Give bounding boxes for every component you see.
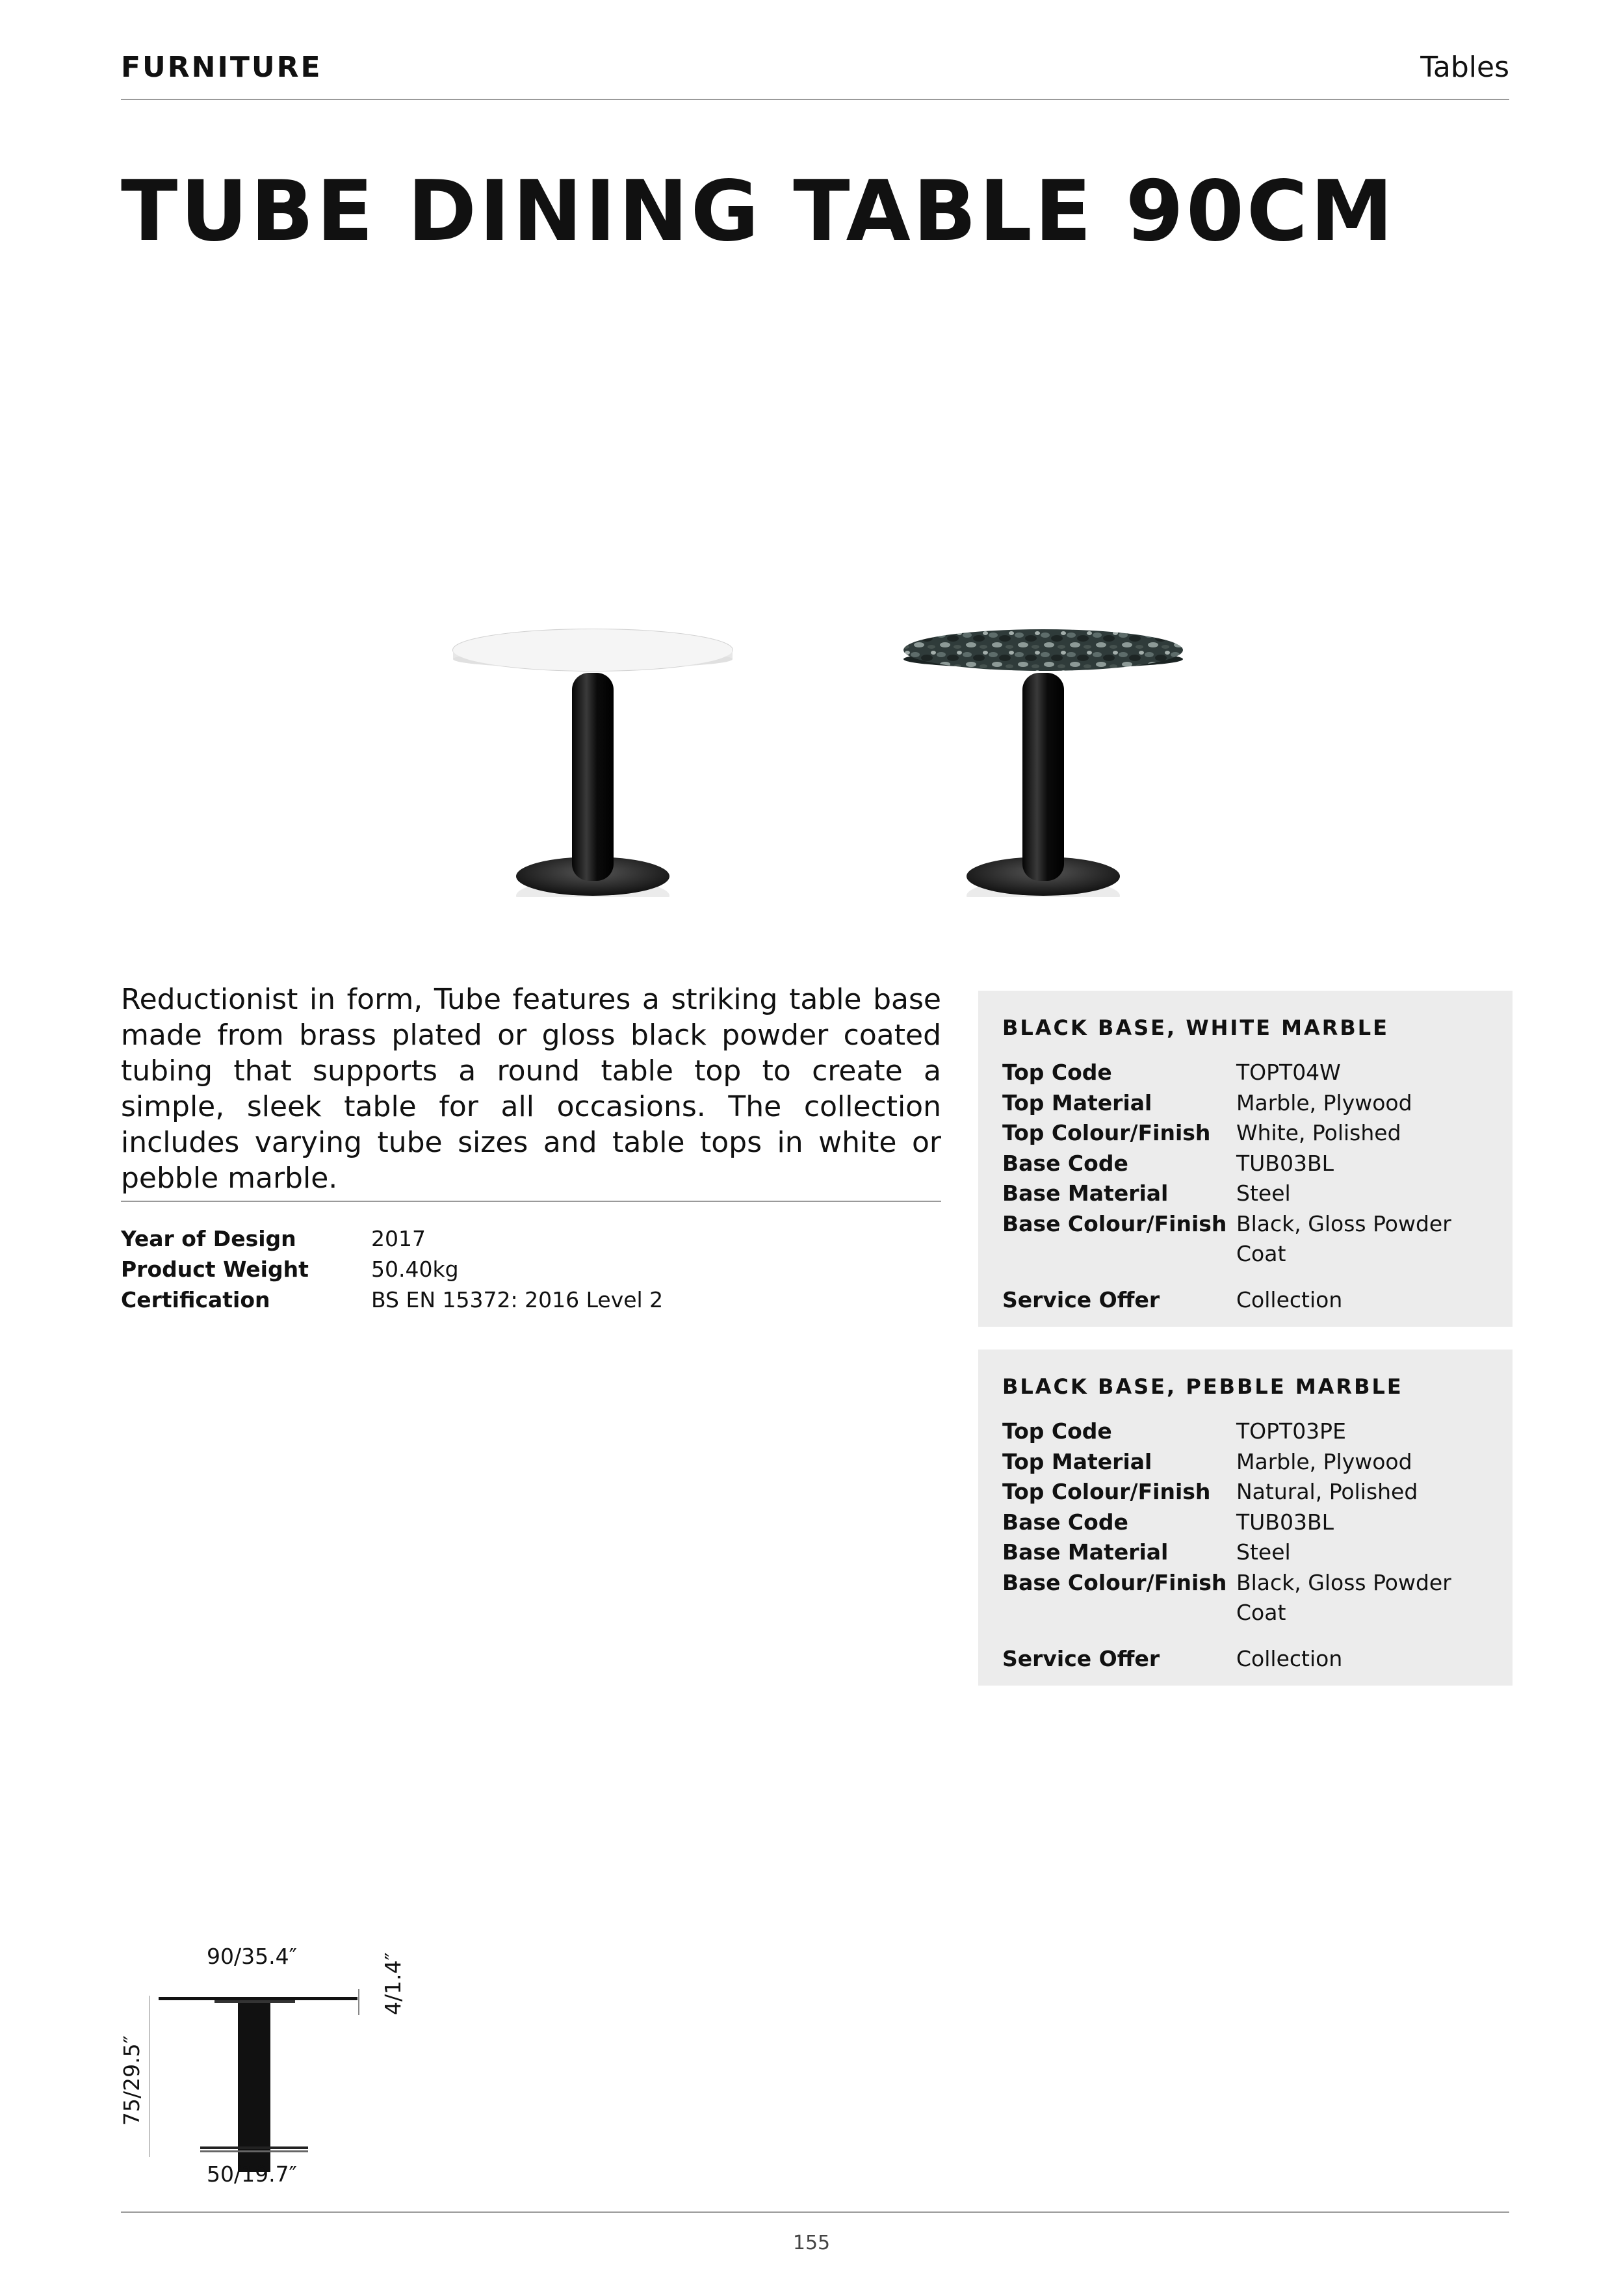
variant-label: Service Offer	[1002, 1645, 1160, 1671]
variant-row	[1002, 1058, 1490, 1088]
pebble-marble-table-photo	[903, 629, 1183, 897]
variant-row	[1002, 1209, 1490, 1270]
variant-value: Collection	[1236, 1645, 1343, 1671]
variant-value: Collection	[1236, 1286, 1343, 1312]
variant-spacer	[1002, 1628, 1490, 1644]
variant-row	[1002, 1447, 1490, 1478]
dimension-base-width: 50/19.7″	[207, 2161, 297, 2187]
variant-value: Marble, Plywood	[1236, 1089, 1412, 1115]
variant-label: Base Material	[1002, 1539, 1169, 1565]
dimension-top-thickness: 4/1.4″	[380, 1952, 406, 2015]
variant-label: Base Colour/Finish	[1002, 1569, 1227, 1595]
dimension-top-width: 90/35.4″	[207, 1944, 297, 1969]
variant-label: Base Colour/Finish	[1002, 1210, 1227, 1236]
variant-row-service	[1002, 1285, 1490, 1316]
spec-label: Certification	[121, 1287, 270, 1312]
variant-value: TOPT03PE	[1236, 1418, 1346, 1444]
product-description: Reductionist in form, Tube features a striking table base made from brass plated or gloss black powder coated tubing that supports a round table top to create a simple, sleek table for all occasions. The collection includes varying tube sizes and table tops in white or pebble marble.	[121, 983, 941, 1195]
product-specs	[121, 1223, 663, 1315]
spec-row-certification	[121, 1285, 663, 1315]
variant-panel-white-marble	[978, 991, 1513, 1327]
variant-value: Natural, Polished	[1236, 1479, 1418, 1504]
variant-value: TUB03BL	[1236, 1509, 1334, 1535]
variant-row	[1002, 1149, 1490, 1179]
spec-value: BS EN 15372: 2016 Level 2	[371, 1287, 664, 1312]
variant-value: Black, Gloss Powder Coat	[1236, 1210, 1451, 1266]
spec-label: Year of Design	[121, 1226, 296, 1251]
variant-row	[1002, 1537, 1490, 1568]
variant-title: BLACK BASE, WHITE MARBLE	[1002, 1015, 1390, 1040]
variant-label: Top Material	[1002, 1089, 1152, 1115]
variant-rows	[1002, 1058, 1490, 1315]
variant-row	[1002, 1088, 1490, 1119]
variant-label: Service Offer	[1002, 1286, 1160, 1312]
variant-row	[1002, 1179, 1490, 1209]
variant-label: Top Code	[1002, 1060, 1112, 1085]
variant-label: Top Code	[1002, 1418, 1112, 1444]
variant-value: White, Polished	[1236, 1120, 1401, 1145]
variant-row	[1002, 1118, 1490, 1149]
dimension-drawing	[149, 1976, 409, 2178]
spec-label: Product Weight	[121, 1257, 309, 1282]
variant-label: Top Colour/Finish	[1002, 1479, 1211, 1504]
header-category: FURNITURE	[121, 51, 322, 84]
variant-row-service	[1002, 1644, 1490, 1675]
variant-value: Marble, Plywood	[1236, 1448, 1412, 1474]
variant-spacer	[1002, 1270, 1490, 1285]
variant-label: Top Material	[1002, 1448, 1152, 1474]
description-divider	[121, 1201, 941, 1202]
variant-label: Base Material	[1002, 1181, 1169, 1206]
variant-value: Steel	[1236, 1539, 1291, 1565]
variant-row	[1002, 1568, 1490, 1628]
variant-title: BLACK BASE, PEBBLE MARBLE	[1002, 1374, 1403, 1399]
spec-row-weight	[121, 1254, 663, 1285]
variant-row	[1002, 1477, 1490, 1507]
variant-value: TOPT04W	[1236, 1060, 1341, 1085]
spec-value: 50.40kg	[371, 1257, 459, 1282]
page-number: 155	[792, 2232, 831, 2254]
dimension-height: 75/29.5″	[119, 2035, 144, 2126]
product-photos	[442, 611, 1196, 897]
spec-value: 2017	[371, 1226, 426, 1251]
variant-value: Black, Gloss Powder Coat	[1236, 1569, 1451, 1625]
header-section: Tables	[1420, 51, 1509, 84]
spec-row-year	[121, 1223, 663, 1254]
variant-row	[1002, 1507, 1490, 1538]
variant-rows	[1002, 1416, 1490, 1674]
variant-row	[1002, 1416, 1490, 1447]
variant-label: Base Code	[1002, 1150, 1128, 1176]
variant-panel-pebble-marble	[978, 1350, 1513, 1686]
page-title: TUBE DINING TABLE 90CM	[121, 163, 1396, 260]
variant-label: Top Colour/Finish	[1002, 1120, 1211, 1145]
header-divider	[121, 99, 1509, 100]
variant-value: Steel	[1236, 1181, 1291, 1206]
variant-value: TUB03BL	[1236, 1150, 1334, 1176]
white-marble-table-photo	[453, 629, 733, 897]
footer-divider	[121, 2211, 1509, 2213]
variant-label: Base Code	[1002, 1509, 1128, 1535]
